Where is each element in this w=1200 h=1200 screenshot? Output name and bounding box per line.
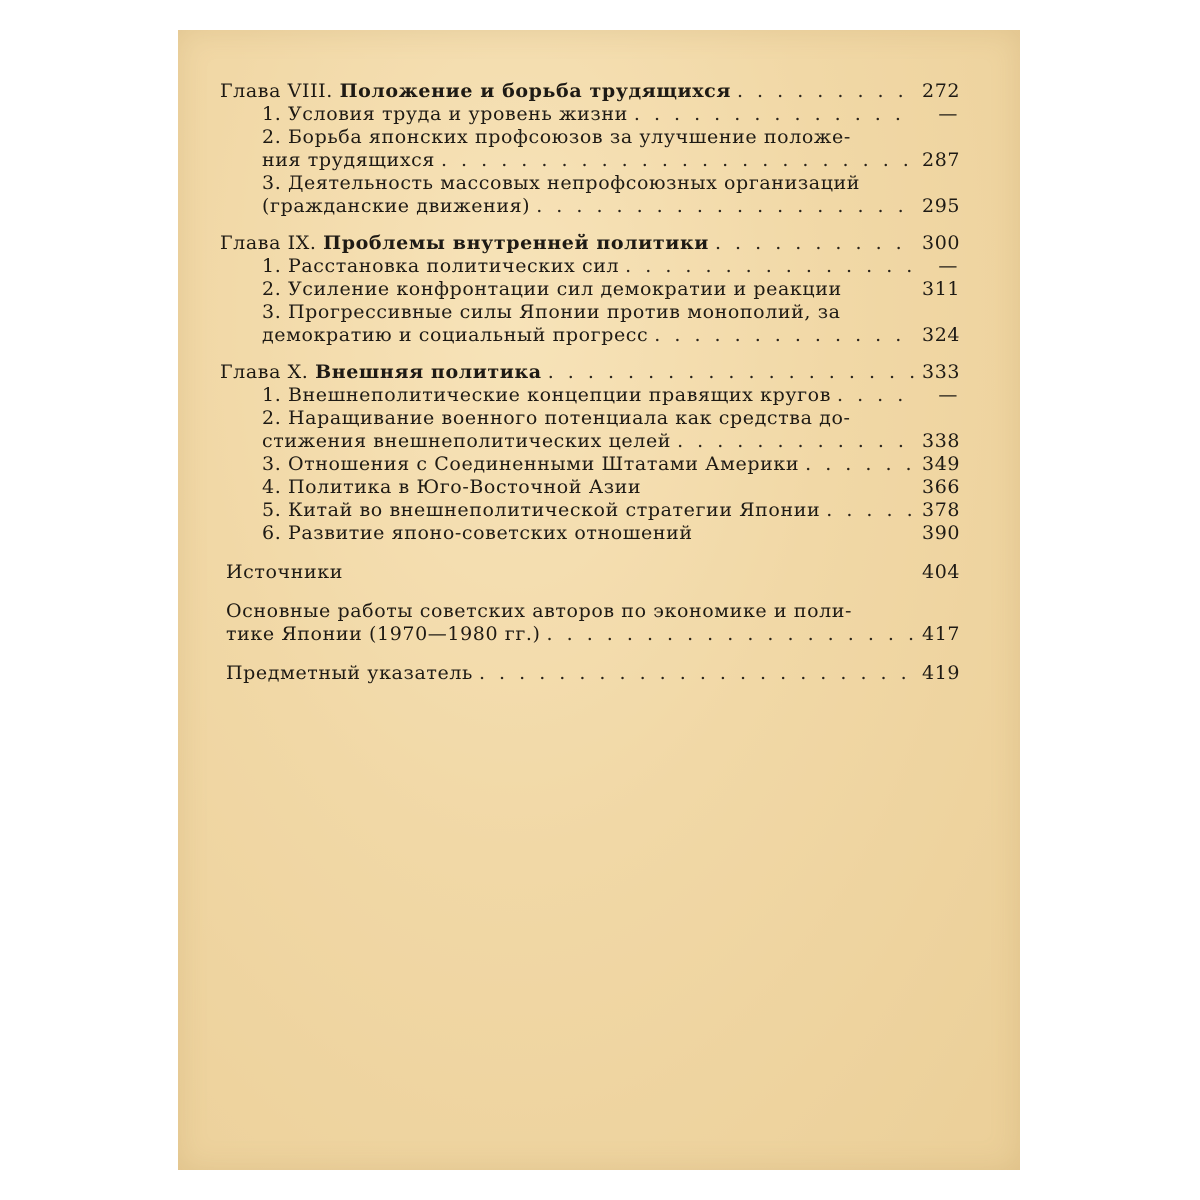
- dot-leader: [737, 80, 916, 103]
- toc-section-10-5[interactable]: [220, 499, 961, 522]
- dot-leader: [548, 361, 916, 384]
- section-title: 1. Условия труда и уровень жизни: [262, 103, 628, 125]
- entry-title: Источники: [226, 561, 343, 583]
- chapter-prefix: Глава X.: [220, 361, 309, 383]
- page-number: 311: [922, 278, 961, 300]
- entry-title: Основные работы советских авторов по экономике и поли-: [226, 600, 853, 622]
- toc-chapter-9[interactable]: [220, 232, 961, 255]
- section-title: 2. Наращивание военного потенциала как средства до-: [262, 407, 851, 429]
- toc-section-9-1[interactable]: [220, 255, 958, 278]
- section-title: 2. Усиление конфронтации сил демократии и реакции: [262, 278, 842, 300]
- toc-section-10-3[interactable]: [220, 453, 961, 476]
- page-number: 295: [922, 195, 961, 217]
- section-title-continued: стижения внешнеполитических целей: [262, 430, 672, 452]
- dot-leader: [805, 453, 916, 476]
- toc-sources[interactable]: [220, 561, 961, 584]
- page-number: 300: [922, 232, 961, 254]
- section-title: 3. Отношения с Соединенными Штатами Америки: [262, 453, 800, 475]
- toc-section-10-2-line2[interactable]: [220, 430, 961, 453]
- section-title-continued: (гражданские движения): [262, 195, 531, 217]
- dot-leader: [677, 430, 916, 453]
- page-number: 417: [922, 623, 961, 645]
- toc-index[interactable]: [220, 662, 961, 685]
- dot-leader: [547, 623, 916, 646]
- section-title: 2. Борьба японских профсоюзов за улучшение положе-: [262, 126, 851, 148]
- page-number: 404: [922, 561, 961, 583]
- page-number: 272: [922, 80, 961, 102]
- page-number: —: [938, 384, 958, 406]
- entry-title-continued: тике Японии (1970—1980 гг.): [226, 623, 541, 645]
- page-number: 390: [922, 522, 961, 544]
- dot-leader: [479, 662, 916, 685]
- page-number: 378: [922, 499, 961, 521]
- chapter-title: Проблемы внутренней политики: [323, 232, 709, 254]
- page-number: 333: [922, 361, 961, 383]
- dot-leader: [625, 255, 916, 278]
- dot-leader: [715, 232, 916, 255]
- entry-title: Предметный указатель: [226, 662, 473, 684]
- chapter-prefix: Глава IX.: [220, 232, 317, 254]
- toc-works-line2[interactable]: [220, 623, 961, 646]
- toc-section-10-4[interactable]: [220, 476, 961, 499]
- dot-leader: [441, 149, 916, 172]
- section-title-continued: демократию и социальный прогресс: [262, 324, 649, 346]
- chapter-title: Внешняя политика: [315, 361, 542, 383]
- section-title-continued: ния трудящихся: [262, 149, 435, 171]
- section-title: 3. Деятельность массовых непрофсоюзных организаций: [262, 172, 861, 194]
- toc-section-8-1[interactable]: [220, 103, 958, 126]
- section-title: 5. Китай во внешнеполитической стратегии Японии: [262, 499, 821, 521]
- toc-section-10-1[interactable]: [220, 384, 958, 407]
- page-number: —: [938, 255, 958, 277]
- toc-chapter-8[interactable]: [220, 80, 961, 103]
- toc-section-8-3-line2[interactable]: [220, 195, 961, 218]
- section-title: 1. Внешнеполитические концепции правящих кругов: [262, 384, 832, 406]
- dot-leader: [654, 324, 916, 347]
- page-number: 287: [922, 149, 961, 171]
- book-page: [178, 30, 1020, 1170]
- table-of-contents: [220, 80, 961, 685]
- toc-section-8-2-line1[interactable]: [220, 126, 958, 149]
- page-number: 338: [922, 430, 961, 452]
- dot-leader: [837, 384, 916, 407]
- dot-leader: [826, 499, 916, 522]
- chapter-prefix: Глава VIII.: [220, 80, 333, 102]
- section-title: 1. Расстановка политических сил: [262, 255, 620, 277]
- section-title: 6. Развитие японо-советских отношений: [262, 522, 693, 544]
- dot-leader: [536, 195, 916, 218]
- toc-chapter-10[interactable]: [220, 361, 961, 384]
- chapter-title: Положение и борьба трудящихся: [339, 80, 731, 102]
- dot-leader: [634, 103, 916, 126]
- toc-section-8-3-line1[interactable]: [220, 172, 958, 195]
- toc-section-10-2-line1[interactable]: [220, 407, 958, 430]
- section-title: 4. Политика в Юго-Восточной Азии: [262, 476, 642, 498]
- page-number: 324: [922, 324, 961, 346]
- page-number: 366: [922, 476, 961, 498]
- toc-section-9-3-line1[interactable]: [220, 301, 958, 324]
- page-number: —: [938, 103, 958, 125]
- toc-section-8-2-line2[interactable]: [220, 149, 961, 172]
- toc-section-9-3-line2[interactable]: [220, 324, 961, 347]
- page-number: 419: [922, 662, 961, 684]
- section-title: 3. Прогрессивные силы Японии против монополий, за: [262, 301, 841, 323]
- toc-works-line1[interactable]: [220, 600, 958, 623]
- toc-section-10-6[interactable]: [220, 522, 961, 545]
- page-number: 349: [922, 453, 961, 475]
- toc-section-9-2[interactable]: [220, 278, 961, 301]
